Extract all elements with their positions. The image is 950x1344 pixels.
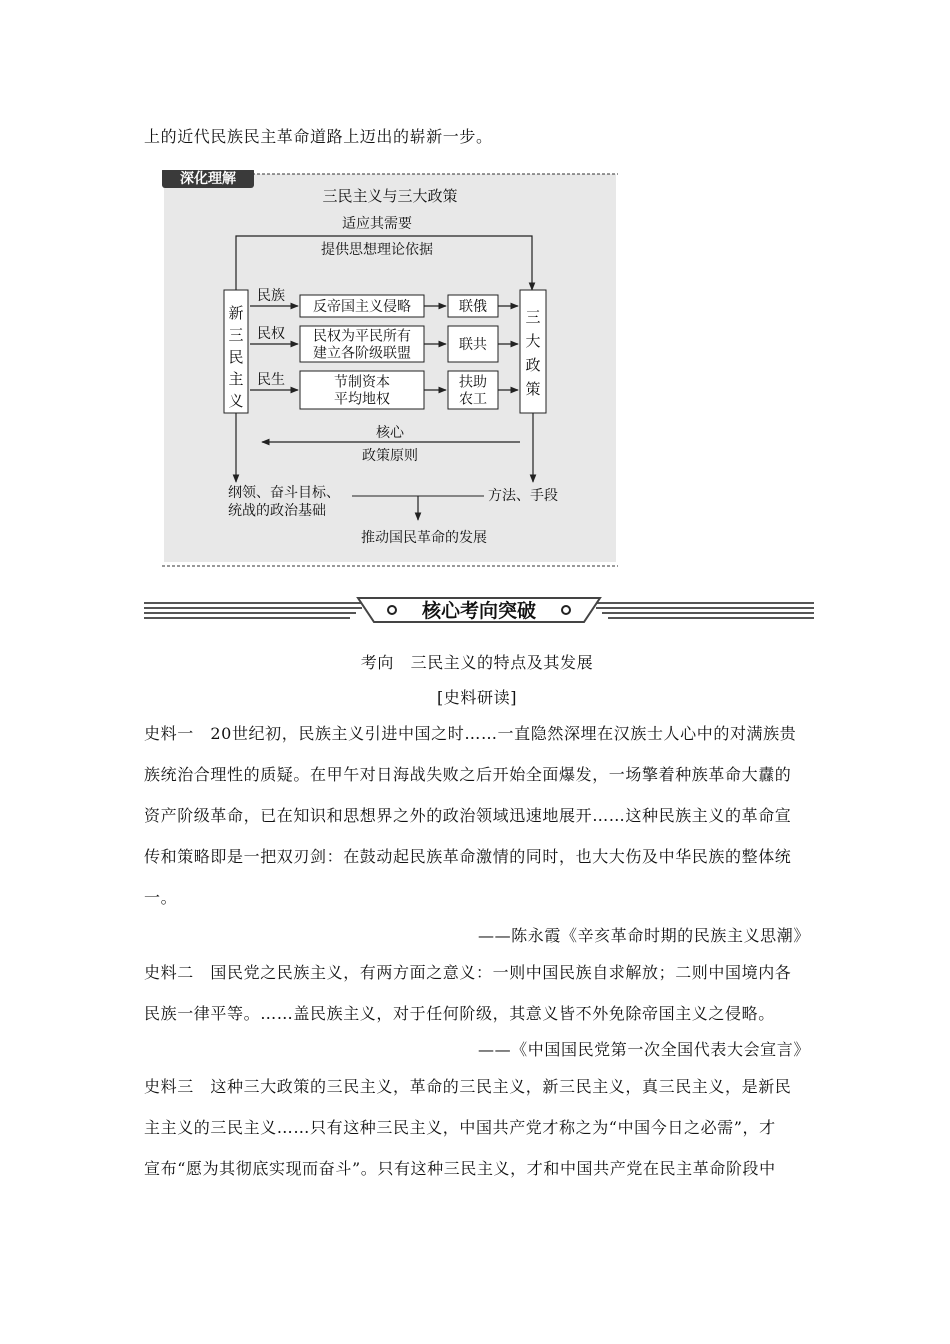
right-box-char: 政 — [525, 356, 541, 374]
text-line: 民族一律平等。……盖民族主义，对于任何阶级，其意义皆不外免除帝国主义之侵略。 — [144, 1004, 775, 1023]
row-middle-label: 民权为平民所有 — [313, 328, 411, 345]
left-box-label — [228, 304, 243, 410]
top-label-1: 适应其需要 — [342, 216, 412, 232]
row-right-label: 农工 — [459, 391, 487, 408]
bottom-right: 方法、手段 — [488, 488, 558, 504]
diagram-title: 三民主义与三大政策 — [322, 187, 458, 205]
intro-line: 上的近代民族民主革命道路上迈出的崭新一步。 — [144, 127, 493, 146]
banner-dot-right — [562, 606, 570, 614]
row-right-label: 扶助 — [459, 374, 487, 391]
banner-dot-left — [388, 606, 396, 614]
text-line: 主主义的三民主义……只有这种三民主义，中国共产党才称之为“中国今日之必需”，才 — [144, 1118, 776, 1137]
right-box-char: 大 — [525, 332, 541, 350]
right-box-char: 三 — [525, 308, 541, 326]
svg-text:深化理解: 深化理解 — [180, 171, 236, 187]
source-citation-2: ——《中国国民党第一次全国代表大会宣言》 — [477, 1040, 810, 1059]
row-right-label: 联俄 — [459, 299, 487, 315]
right-box-char: 策 — [525, 380, 541, 398]
row-middle-label: 节制资本 — [334, 374, 390, 391]
row-right-label: 联共 — [459, 337, 487, 353]
left-box-char: 民 — [228, 348, 244, 366]
left-box-char: 新 — [228, 304, 244, 322]
row-tag-label: 民族 — [257, 288, 285, 304]
section-banner — [144, 596, 814, 624]
row-middle-label: 反帝国主义侵略 — [313, 299, 411, 315]
text-line: 资产阶级革命，已在知识和思想界之外的政治领域迅速地展开……这种民族主义的革命宣 — [144, 806, 792, 825]
left-box-char: 主 — [228, 370, 244, 388]
row-middle-label: 建立各阶级联盟 — [313, 345, 411, 362]
text-line: 传和策略即是一把双刃剑：在鼓动起民族革命激情的同时，也大大伤及中华民族的整体统 — [144, 847, 792, 866]
section-heading: 考向 三民主义的特点及其发展 — [360, 653, 594, 672]
banner-title: 核心考向突破 — [421, 600, 537, 622]
deepen-tag — [162, 170, 254, 188]
text-line: 一。 — [144, 888, 178, 907]
row-middle-label: 平均地权 — [334, 391, 390, 408]
text-line: 族统治合理性的质疑。在甲午对日海战失败之后开始全面爆发，一场擎着种族革命大纛的 — [144, 765, 792, 784]
concept-diagram — [162, 170, 618, 568]
text-line: 宣布“愿为其彻底实现而奋斗”。只有这种三民主义，才和中国共产党在民主革命阶段中 — [144, 1159, 776, 1178]
principle-label: 政策原则 — [362, 448, 418, 464]
source-citation-1: ——陈永霞《辛亥革命时期的民族主义思潮》 — [477, 926, 810, 945]
bottom-center: 推动国民革命的发展 — [361, 530, 487, 546]
top-label-2: 提供思想理论依据 — [321, 242, 433, 258]
text-line: 史料一 20世纪初，民族主义引进中国之时……一直隐然深埋在汉族士人心中的对满族贵 — [144, 724, 797, 743]
bottom-left-2: 统战的政治基础 — [228, 503, 326, 519]
bottom-left-1: 纲领、奋斗目标、 — [228, 485, 340, 501]
text-line: 史料二 国民党之民族主义，有两方面之意义：一则中国民族自求解放；二则中国境内各 — [144, 963, 792, 982]
core-label: 核心 — [376, 425, 404, 441]
left-box-char: 义 — [228, 392, 244, 410]
section-subheading: [史料研读] — [436, 688, 518, 707]
text-line: 史料三 这种三大政策的三民主义，革命的三民主义，新三民主义，真三民主义，是新民 — [144, 1077, 792, 1096]
row-tag-label: 民生 — [257, 372, 285, 388]
left-box-char: 三 — [228, 326, 244, 344]
row-tag-label: 民权 — [257, 326, 285, 342]
